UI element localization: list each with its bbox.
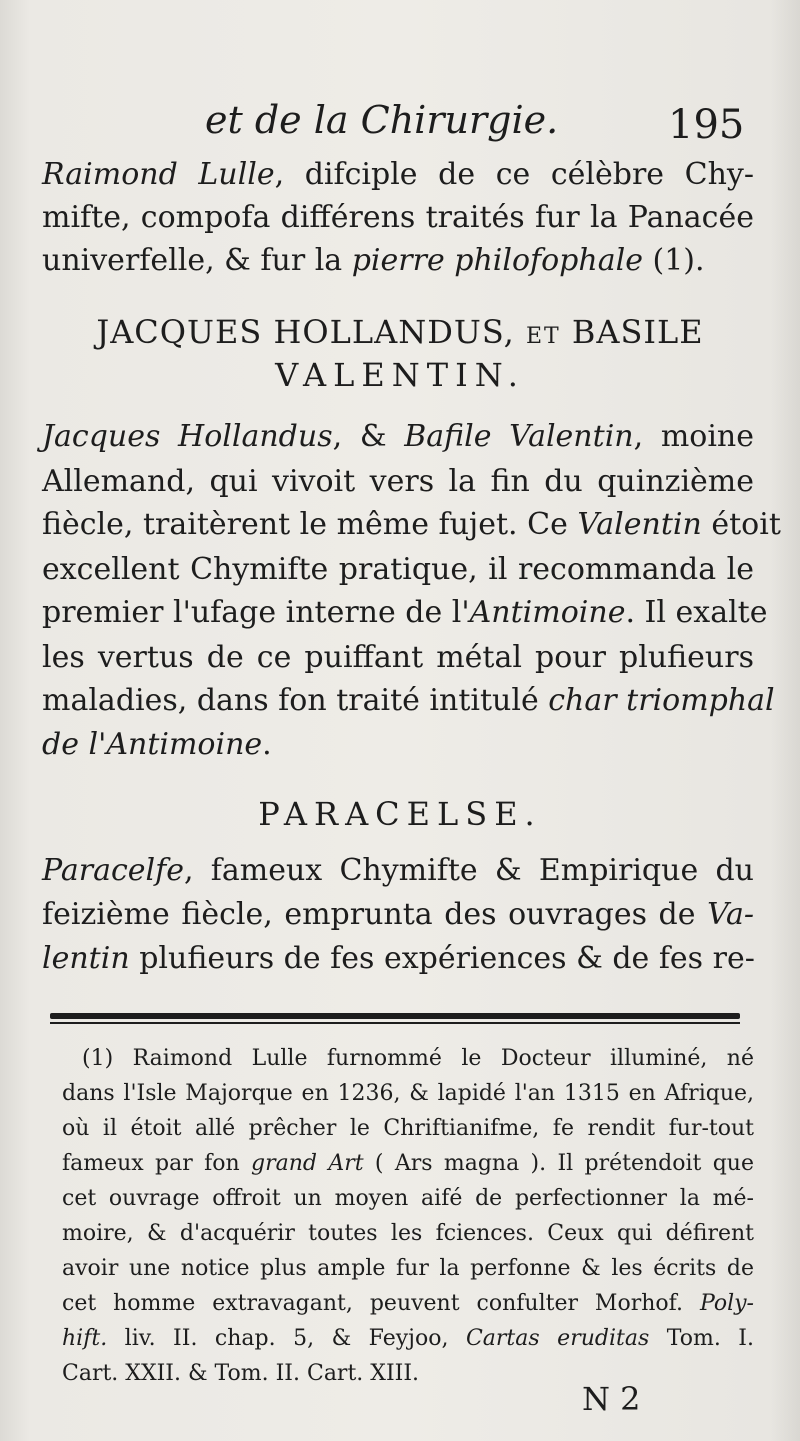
footnote-line: (1) Raimond Lulle furnommé le Docteur illuminé, né [82, 1046, 754, 1071]
text-line: premier l'ufage interne de l'Antimoine. Il exalte [42, 595, 768, 630]
footnote-line: fameux par fon grand Art ( Ars magna ). Il prétendoit que [62, 1151, 754, 1176]
footnote-rule [50, 1022, 740, 1024]
text-line: lentin plufieurs de fes expériences & de fes re- [42, 941, 755, 976]
text-line: fiècle, traitèrent le même fujet. Ce Valentin étoit [42, 507, 781, 542]
footnote-line: dans l'Isle Majorque en 1236, & lapidé l'an 1315 en Afrique, [62, 1081, 754, 1106]
text-line: excellent Chymifte pratique, il recommanda le [42, 552, 754, 587]
text-line: Raimond Lulle, difciple de ce célèbre Chy- [42, 157, 754, 192]
signature-mark: N 2 [582, 1380, 641, 1418]
text-line: feizième fiècle, emprunta des ouvrages de Va- [42, 897, 754, 932]
section-heading: JACQUES HOLLANDUS, ET BASILE [96, 313, 704, 351]
text-line: mifte, compofa différens traités fur la Panacée [42, 200, 754, 235]
footnote-line: où il étoit allé prêcher le Chriftianifme, fe rendit fur-tout [62, 1116, 754, 1141]
footnote-rule [50, 1013, 740, 1019]
section-heading: PARACELSE. [258, 795, 542, 833]
text-line: les vertus de ce puiffant métal pour plufieurs [42, 640, 754, 675]
footnote-line: moire, & d'acquérir toutes les fciences. Ceux qui défirent [62, 1221, 754, 1246]
text-line: Jacques Hollandus, & Bafile Valentin, moine [42, 419, 754, 454]
text-line: univerfelle, & fur la pierre philofophale (1). [42, 243, 705, 278]
footnote-line: avoir une notice plus ample fur la perfonne & les écrits de [62, 1256, 754, 1281]
text-line: de l'Antimoine. [42, 727, 272, 762]
footnote-line: Cart. XXII. & Tom. II. Cart. XIII. [62, 1361, 420, 1386]
running-title: et de la Chirurgie. [205, 98, 559, 142]
page-number: 195 [668, 102, 745, 148]
section-heading: VALENTIN. [275, 356, 525, 394]
footnote-line: hift. liv. II. chap. 5, & Feyjoo, Cartas eruditas Tom. I. [62, 1326, 754, 1351]
text-line: Paracelfe, fameux Chymifte & Empirique du [42, 853, 754, 888]
text-line: Allemand, qui vivoit vers la fin du quinzième [42, 464, 754, 499]
text-line: maladies, dans fon traité intitulé char triomphal [42, 683, 775, 718]
footnote-line: cet homme extravagant, peuvent confulter Morhof. Poly- [62, 1291, 754, 1316]
footnote-line: cet ouvrage offroit un moyen aifé de perfectionner la mé- [62, 1186, 754, 1211]
